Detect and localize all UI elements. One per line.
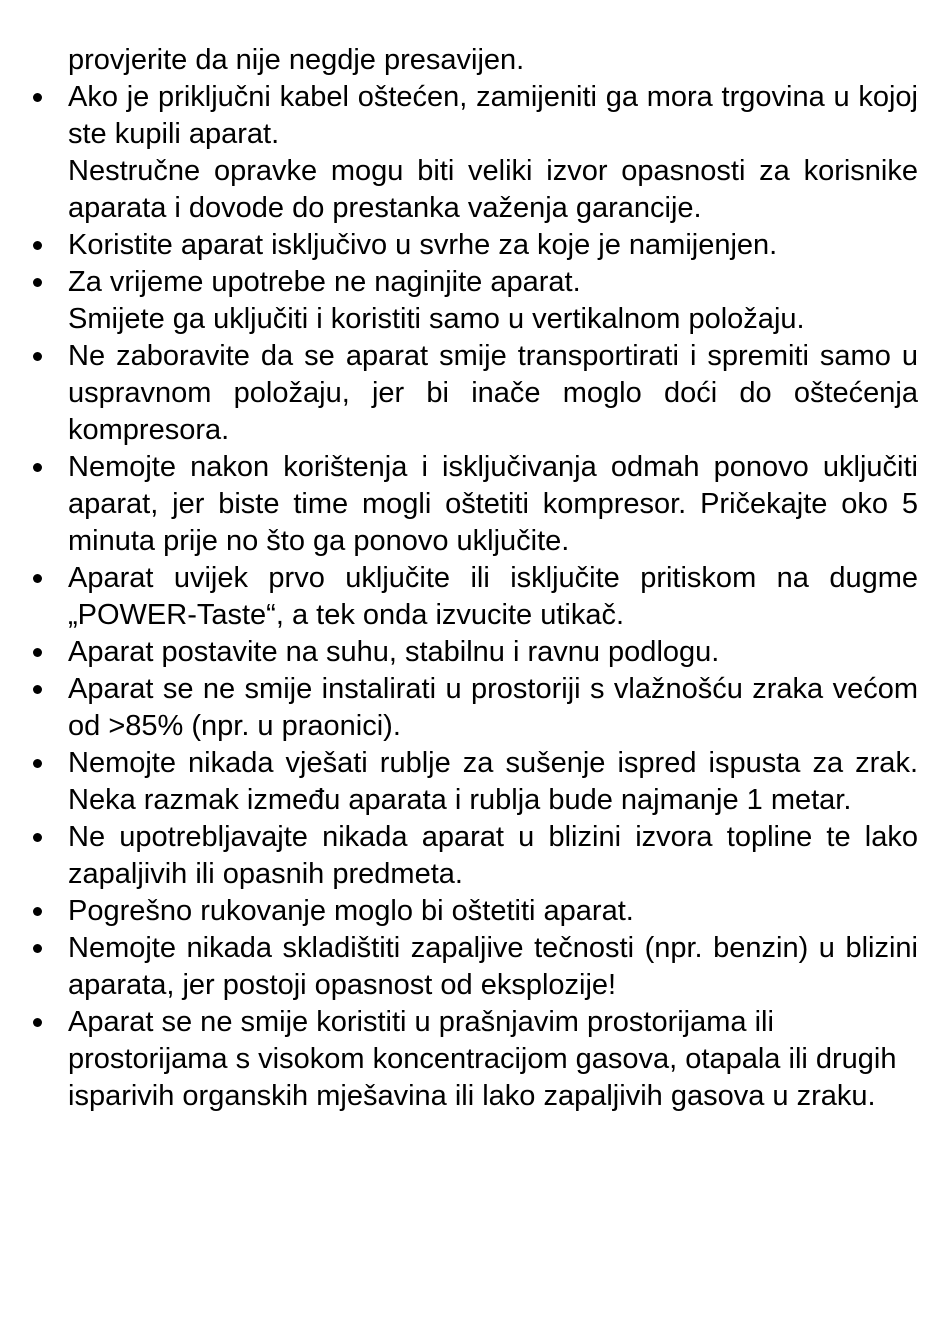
bullet-icon <box>33 648 42 657</box>
safety-instructions-list <box>0 79 950 1115</box>
list-item <box>0 671 918 745</box>
bullet-icon <box>33 278 42 287</box>
bullet-icon <box>33 1018 42 1027</box>
list-item <box>0 227 918 264</box>
list-item-text: Pogrešno rukovanje moglo bi oštetiti aparat. <box>68 895 634 927</box>
list-item <box>0 338 918 449</box>
bullet-icon <box>33 833 42 842</box>
list-item-text: Aparat uvijek prvo uključite ili isključite pritiskom na dugme „POWER-Taste“, a tek onda izvucite utikač. <box>68 562 918 631</box>
bullet-icon <box>33 93 42 102</box>
bullet-icon <box>33 685 42 694</box>
intro-line: provjerite da nije negdje presavijen. <box>68 44 525 76</box>
list-item-text: Nemojte nakon korištenja i isključivanja odmah ponovo uključiti aparat, jer biste time mogli oštetiti kompresor. Pričekajte oko 5 minuta prije no što ga ponovo uključite. <box>68 451 918 557</box>
bullet-icon <box>33 944 42 953</box>
bullet-icon <box>33 241 42 250</box>
bullet-icon <box>33 574 42 583</box>
list-item <box>0 1004 918 1115</box>
list-item-text: Aparat se ne smije instalirati u prostoriji s vlažnošću zraka većom od >85% (npr. u praonici). <box>68 673 918 742</box>
list-item-text: Ne upotrebljavajte nikada aparat u blizini izvora topline te lako zapaljivih ili opasnih predmeta. <box>68 821 918 890</box>
document-page <box>0 42 950 1115</box>
list-item-text: Smijete ga uključiti i koristiti samo u vertikalnom položaju. <box>68 303 805 335</box>
list-item-text: Nestručne opravke mogu biti veliki izvor opasnosti za korisnike aparata i dovode do prestanka važenja garancije. <box>68 155 918 224</box>
list-item <box>0 449 918 560</box>
bullet-icon <box>33 352 42 361</box>
list-item-text: Za vrijeme upotrebe ne naginjite aparat. <box>68 266 581 298</box>
list-item <box>0 264 918 338</box>
list-item <box>0 930 918 1004</box>
list-item <box>0 79 918 227</box>
list-item <box>0 634 918 671</box>
bullet-icon <box>33 463 42 472</box>
list-item-text: Nemojte nikada skladištiti zapaljive tečnosti (npr. benzin) u blizini aparata, jer postoji opasnost od eksplozije! <box>68 932 918 1001</box>
list-item-text: Aparat postavite na suhu, stabilnu i ravnu podlogu. <box>68 636 720 668</box>
list-item-text: Aparat se ne smije koristiti u prašnjavim prostorijama ili prostorijama s visokom koncentracijom gasova, otapala ili drugih isparivih organskih mješavina ili lako zapaljivih gasova u zraku. <box>68 1006 897 1112</box>
bullet-icon <box>33 759 42 768</box>
list-item-text: Koristite aparat isključivo u svrhe za koje je namijenjen. <box>68 229 778 261</box>
list-item <box>0 745 918 819</box>
list-item <box>0 893 918 930</box>
list-item <box>0 819 918 893</box>
list-item-text: Ne zaboravite da se aparat smije transportirati i spremiti samo u uspravnom položaju, jer bi inače moglo doći do oštećenja kompresora. <box>68 340 918 446</box>
list-item-text: Ako je priključni kabel oštećen, zamijeniti ga mora trgovina u kojoj ste kupili aparat. <box>68 81 918 150</box>
list-item-text: Nemojte nikada vješati rublje za sušenje ispred ispusta za zrak. Neka razmak između aparata i rublja bude najmanje 1 metar. <box>68 747 918 816</box>
list-item <box>0 560 918 634</box>
bullet-icon <box>33 907 42 916</box>
